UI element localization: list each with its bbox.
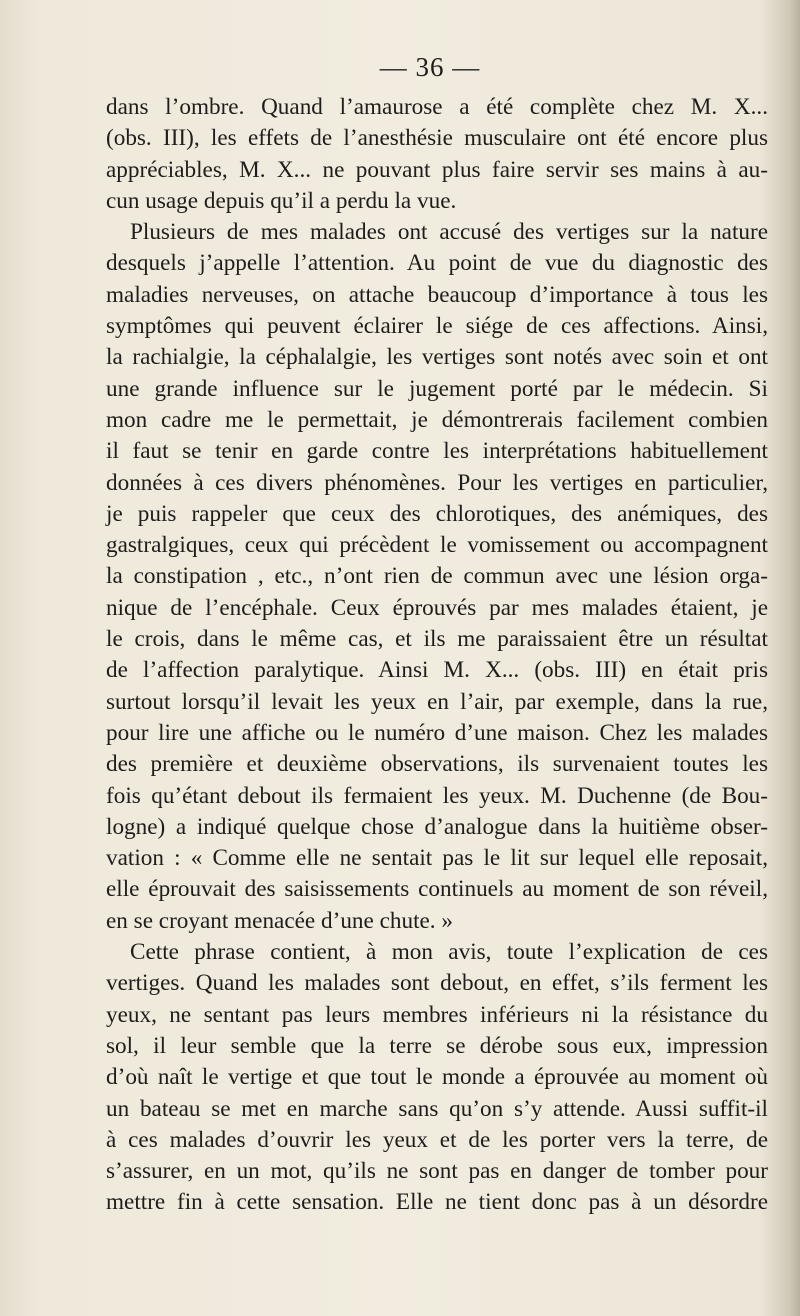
paragraph-start-line: Plusieurs de mes malades ont accusé des vertiges sur la nature — [130, 219, 768, 246]
text-line: gastralgiques, ceux qui précèdent le vomissement ou accompagnent — [106, 532, 768, 559]
text-line: mettre fin à cette sensation. Elle ne tient donc pas à un désordre — [106, 1189, 768, 1216]
text-line: pour lire une affiche ou le numéro d’une maison. Chez les malades — [106, 719, 768, 746]
text-line: vation : « Comme elle ne sentait pas le lit sur lequel elle reposait, — [106, 845, 768, 872]
text-line: des première et deuxième observations, ils survenaient toutes les — [106, 751, 768, 778]
text-line: la rachialgie, la céphalalgie, les vertiges sont notés avec soin et ont — [106, 344, 768, 371]
text-line: (obs. III), les effets de l’anesthésie musculaire ont été encore plus — [106, 125, 768, 152]
text-line: de l’affection paralytique. Ainsi M. X... (obs. III) en était pris — [106, 657, 768, 684]
text-line: fois qu’étant debout ils fermaient les yeux. M. Duchenne (de Bou- — [106, 782, 768, 809]
text-line: dans l’ombre. Quand l’amaurose a été complète chez M. X... — [106, 94, 768, 120]
text-line: à ces malades d’ouvrir les yeux et de les porter vers la terre, de — [106, 1126, 768, 1153]
text-line: une grande influence sur le jugement porté par le médecin. Si — [106, 375, 768, 402]
text-line: desquels j’appelle l’attention. Au point de vue du diagnostic des — [106, 250, 768, 277]
text-line: elle éprouvait des saisissements continuels au moment de son réveil, — [106, 876, 768, 903]
text-line: données à ces divers phénomènes. Pour les vertiges en particulier, — [106, 469, 768, 496]
page-number: — 36 — — [379, 52, 481, 82]
text-line: un bateau se met en marche sans qu’on s’y attende. Aussi suffit-il — [106, 1095, 768, 1122]
text-line: appréciables, M. X... ne pouvant plus faire servir ses mains à au- — [106, 156, 768, 183]
text-line: d’où naît le vertige et que tout le monde a éprouvée au moment où — [106, 1064, 768, 1091]
text-line: yeux, ne sentant pas leurs membres inférieurs ni la résistance du — [106, 1001, 768, 1028]
paragraph-start-line: Cette phrase contient, à mon avis, toute l’explication de ces — [130, 939, 768, 966]
text-line: le crois, dans le même cas, et ils me paraissaient être un résultat — [106, 626, 768, 653]
text-line: maladies nerveuses, on attache beaucoup d’importance à tous les — [106, 281, 768, 308]
text-line: logne) a indiqué quelque chose d’analogue dans la huitième obser- — [106, 813, 768, 840]
text-line: surtout lorsqu’il levait les yeux en l’air, par exemple, dans la rue, — [106, 688, 768, 715]
body-text — [106, 92, 768, 1219]
text-line: cun usage depuis qu’il a perdu la vue. — [106, 187, 457, 214]
text-line: sol, il leur semble que la terre se dérobe sous eux, impression — [106, 1032, 768, 1059]
text-line: vertiges. Quand les malades sont debout, en effet, s’ils ferment les — [106, 970, 768, 997]
text-line: mon cadre me le permettait, je démontrerais facilement combien — [106, 406, 768, 433]
text-line: la constipation , etc., n’ont rien de commun avec une lésion orga- — [106, 563, 768, 590]
text-line: il faut se tenir en garde contre les interprétations habituellement — [106, 438, 768, 465]
text-line: s’assurer, en un mot, qu’ils ne sont pas en danger de tomber pour — [106, 1158, 768, 1185]
text-line: je puis rappeler que ceux des chlorotiques, des anémiques, des — [106, 500, 768, 527]
text-line: nique de l’encéphale. Ceux éprouvés par mes malades étaient, je — [106, 594, 768, 621]
text-line: symptômes qui peuvent éclairer le siége de ces affections. Ainsi, — [106, 313, 768, 340]
text-line: en se croyant menacée d’une chute. » — [106, 907, 453, 934]
